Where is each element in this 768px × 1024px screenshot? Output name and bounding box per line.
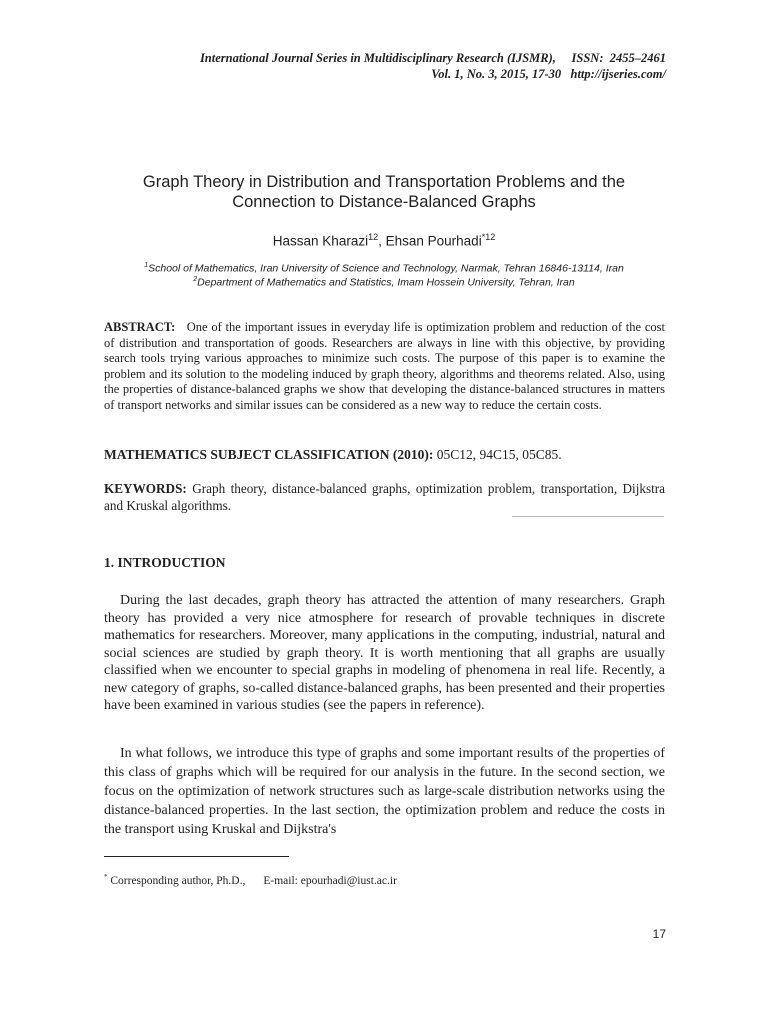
section-heading-introduction: 1. INTRODUCTION: [104, 555, 226, 570]
keywords: [104, 480, 665, 514]
abstract: [104, 320, 665, 413]
footnote: [104, 870, 397, 888]
title-line-2: Connection to Distance-Balanced Graphs: [232, 193, 536, 211]
author-2-affiliation-mark: *12: [481, 232, 496, 242]
author-1-affiliation-mark: 12: [368, 232, 379, 242]
introduction-paragraph-1: During the last decades, graph theory has attracted the attention of many researchers. Graph theory has provided a very nice atmosphere for research of provable techniques in discrete mathematics for researchers. Moreover, many applications in the computing, industrial, natural and social sciences are studied by graph theory. It is worth mentioning that all graphs are usually classified when we encounter to special graphs in modeling of phenomena in real life. Recently, a new category of graphs, so-called distance-balanced graphs, has been presented and their properties have been examined in various studies (see the papers in reference).: [104, 593, 665, 713]
introduction-paragraph-2: In what follows, we introduce this type of graphs and some important results of the properties of this class of graphs which will be required for our analysis in the future. In the second section, we focus on the optimization of network structures such as large-scale distribution networks using the distance-balanced properties. In the last section, the optimization problem and reduce the costs in the transport using Kruskal and Dijkstra's: [104, 746, 665, 837]
section-divider: [512, 516, 664, 517]
paper-title: [80, 172, 688, 212]
author-1-name: Hassan Kharazi: [272, 233, 369, 249]
page-number: 17: [652, 927, 666, 941]
affiliation-1-mark: 1: [144, 262, 149, 269]
author-separator: ,: [378, 233, 386, 249]
keywords-label: KEYWORDS:: [104, 481, 187, 496]
journal-header-line-2: Vol. 1, No. 3, 2015, 17-30 http://ijseries.com/: [431, 67, 666, 81]
keywords-text: Graph theory, distance-balanced graphs, optimization problem, transportation, Dijkstra and Kruskal algorithms.: [104, 481, 666, 513]
abstract-text: One of the important issues in everyday life is optimization problem and reduction of the cost of distribution and transportation of goods. Researchers are always in line with this objective, by providing search tools trying various approaches to minimize such costs. The purpose of this paper is to examine the problem and its solution to the modeling induced by graph theory, algorithms and theorems related. Also, using the properties of distance-balanced graphs we show that developing the distance-balanced structures in matters of transport networks and similar issues can be considered as a new way to reduce the certain costs.: [104, 320, 666, 412]
affiliation-2-text: Department of Mathematics and Statistics, Imam Hossein University, Tehran, Iran: [197, 276, 575, 289]
author-2-name: Ehsan Pourhadi: [385, 233, 482, 249]
footnote-text: Corresponding author, Ph.D.,: [110, 874, 246, 887]
journal-header: [200, 50, 666, 82]
affiliation-2-mark: 2: [193, 276, 198, 283]
subject-classification: [104, 446, 665, 463]
journal-header-line-1: International Journal Series in Multidisciplinary Research (IJSMR), ISSN: 2455–2461: [199, 51, 666, 65]
affiliation-1-text: School of Mathematics, Iran University of Science and Technology, Narmak, Tehran 16846-13114, Iran: [148, 262, 624, 275]
abstract-label: ABSTRACT:: [104, 320, 176, 334]
msc-label: MATHEMATICS SUBJECT CLASSIFICATION (2010):: [104, 447, 434, 462]
footnote-divider: [104, 856, 289, 857]
msc-codes: 05C12, 94C15, 05C85.: [436, 447, 562, 462]
author-list: [80, 228, 688, 251]
footnote-mark: *: [104, 873, 108, 881]
title-line-1: Graph Theory in Distribution and Transportation Problems and the: [142, 173, 626, 191]
footnote-email: E-mail: epourhadi@iust.ac.ir: [263, 874, 397, 887]
affiliation-2: [80, 273, 688, 290]
